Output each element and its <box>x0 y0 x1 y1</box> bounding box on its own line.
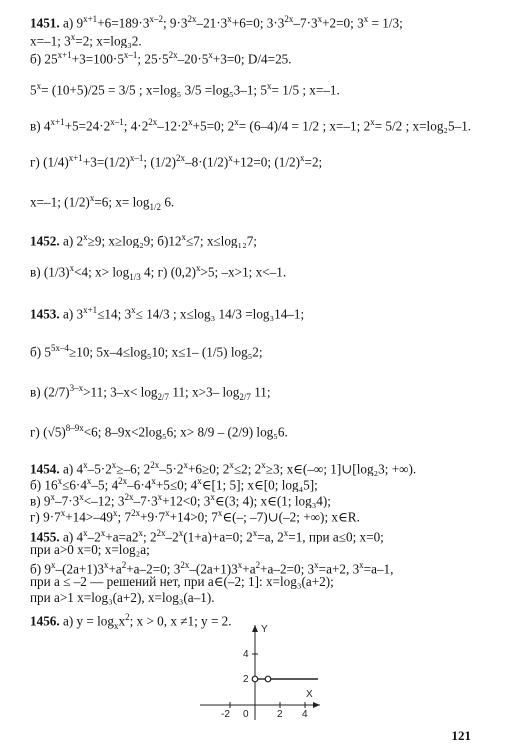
text-line: в) $4^{x+1}+5=24\cdot 2^{x-1}$; $4\cdot 2^{2x}-12\cdot 2^x+5=0$; $2^x= (6-4)/4 = 1/2$ ; x=–1; $2^x= 5/2$ ; x=log₂5–1. <box>30 117 472 134</box>
y-tick-label: 4 <box>243 649 249 660</box>
open-point-at-zero <box>252 676 258 682</box>
text-line: при a>0 x=0; x=log₂a; <box>30 542 150 557</box>
y-axis-label: Y <box>261 624 268 635</box>
x-tick-label: 2 <box>277 709 283 720</box>
open-point-at-one <box>265 676 271 682</box>
text-line: б) $9^x-(2a+1)3^x+a^2+a-2=0$; $3^{2x}-(2a+1)3^x+a^2+a-2=0$; $3^x=a+2$, $3^x=a-1$, <box>30 560 394 577</box>
page-number: 121 <box>451 728 471 743</box>
x-tick-label: 0 <box>243 709 249 720</box>
text-line: 1456. а) $y = \log_xx^2$; x > 0, x ≠1; y = 2. <box>30 612 232 632</box>
text-line: б) $25^{x+1}+3=100\cdot 5^{x-1}$; $25\cdot 5^{2x}-20\cdot 5^x+3=0$; D/4=25. <box>30 50 292 67</box>
text-line: x=–1; $3^x=2$; x=log₃2. <box>30 32 142 49</box>
text-line: в) $9^x-7\cdot 3^x<-12$; $3^{2x}-7\cdot 3^x+12<0$; 3$^x$∈(3; 4); x∈(1; log₃4); <box>30 492 331 509</box>
text-line: в) $(1/3)^x<4$; $x> \log_{1/3} 4$; г) $(0,2)^x>5$; –x>1; x<–1. <box>30 263 287 283</box>
graph-figure <box>200 620 330 720</box>
text-line: г) $(√5)^{8-9x}<6$; 8–9x<2log₅6; x> 8/9 – (2/9) log₅6. <box>30 423 288 440</box>
x-tick-label: 4 <box>302 709 308 720</box>
text-line: x=–1; $(1/2)^x=6$; $x= \log_{1/2} 6$. <box>30 193 175 213</box>
text-line: $5^x= (10+5)/25 = 3/5$ ; x=log₅ 3/5 =log₅3–1; $5^x= 1/5$ ; x=–1. <box>30 81 340 98</box>
text-line: б) $5^{5x-4}\ge 10$; 5x–4≤log₅10; x≤1– (1/5) log₅2; <box>30 343 263 360</box>
text-line: 1454. а) $4^x-5\cdot 2^x\ge-6$; $2^{2x}-5\cdot 2^x+6\ge 0$; $2^x\le 2$; $2^x\ge 3$; x∈(–∞; 1]∪[log₂3; +∞). <box>30 460 417 477</box>
x-axis-arrow-icon <box>313 702 320 708</box>
text-line: 1452. а) $2^x\ge 9$; x≥log₂9; $б)12^x\le 7$; x≤log₁₂7; <box>30 232 257 249</box>
y-tick-label: 2 <box>243 674 249 685</box>
y-axis-arrow-icon <box>252 625 258 632</box>
text-line: б) $16^x\le 6\cdot 4^x-5$; $4^{2x}-6\cdot 4^x+5\le 0$; 4$^x$∈[1; 5]; x∈[0; log₄5]; <box>30 476 318 493</box>
text-line: 1451. а) $9^{x+1}+6=189\cdot 3^{x-2}$; $9\cdot 3^{2x}-21\cdot 3^x+6=0$; $3\cdot 3^{2x}-7\cdot 3^x+2=0$; $3^x = 1/3$; <box>30 14 403 31</box>
text-line: 1453. а) $3^{x+1}\le 14$; $3^x\le 14/3$ ; x≤log₃ 14/3 =log₃14–1; <box>30 305 305 322</box>
text-line: 1455. а) $4^x-2^x+a=a2^x$; $2^{2x}-2^x(1+a)+a=0$; $2^x=a$, $2^x=1$, при a≤0; x=0; <box>30 528 384 545</box>
text-line: г) $(1/4)^{x+1}+3=(1/2)^{x-1}$; $(1/2)^{2x}-8\cdot(1/2)^x+12=0$; $(1/2)^x=2$; <box>30 153 323 170</box>
x-axis-label: X <box>306 689 313 700</box>
text-line: при a ≤ –2 — решений нет, при a∈(–2; 1]: x=log₃(a+2); <box>30 574 334 589</box>
text-line: в) $(2/7)^{3-x}>11$; $3-x< \log_{2/7} 11$; x>3– $\log_{2/7} 11$; <box>30 383 271 403</box>
x-tick-label: -2 <box>221 709 230 720</box>
text-line: г) $9\cdot 7^x+14>-49^x$; $7^{2x}+9\cdot 7^x+14>0$; 7$^x$∈(–; –7)∪(–2; +∞); x∈R. <box>30 508 360 525</box>
text-line: при a>1 x=log₃(a+2), x=log₃(a–1). <box>30 590 215 605</box>
